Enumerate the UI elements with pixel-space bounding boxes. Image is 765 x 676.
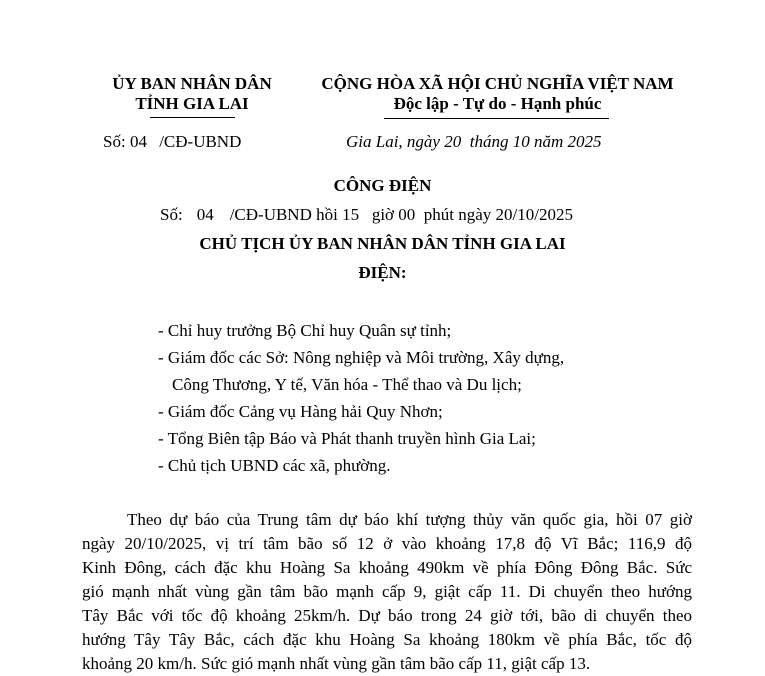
sender-title: CHỦ TỊCH ỦY BAN NHÂN DÂN TỈNH GIA LAI	[199, 234, 566, 253]
recipient-item: - Giám đốc Cảng vụ Hàng hải Quy Nhơn;	[158, 402, 443, 421]
body-paragraph	[82, 508, 692, 676]
document-number-prefix: Số:	[103, 132, 126, 151]
issuing-authority: ỦY BAN NHÂN DÂN	[112, 74, 272, 93]
document-number-value: 04	[129, 132, 147, 151]
body-line: Kinh Đông, cách đặc khu Hoàng Sa khoảng 490km về phía Đông Đông Bắc. Sức	[82, 558, 692, 577]
document-number	[103, 132, 241, 152]
body-line: Theo dự báo của Trung tâm dự báo khí tượng thủy văn quốc gia, hồi 07 giờ	[127, 510, 692, 529]
recipient-item: - Giám đốc các Sở: Nông nghiệp và Môi trường, Xây dựng,	[158, 348, 565, 367]
motto-underline	[384, 118, 609, 119]
dispatch-reference-prefix: Số:	[160, 205, 183, 224]
dispatch-action: ĐIỆN:	[358, 263, 407, 282]
body-line: gió mạnh nhất vùng gần tâm bão mạnh cấp 9, giật cấp 11. Di chuyển theo hướng	[82, 582, 692, 601]
dispatch-reference-number: 04	[196, 205, 214, 224]
place-date: Gia Lai, ngày 20 tháng 10 năm 2025	[346, 132, 602, 151]
document-type: CÔNG ĐIỆN	[333, 176, 432, 195]
recipient-item: - Chỉ huy trưởng Bộ Chỉ huy Quân sự tỉnh;	[158, 321, 452, 340]
document-number-suffix: /CĐ-UBND	[159, 132, 242, 151]
body-line: khoảng 20 km/h. Sức gió mạnh nhất vùng gần tâm bão cấp 11, giật cấp 13.	[82, 654, 591, 673]
authority-underline	[150, 117, 235, 118]
body-line: hướng Tây Tây Bắc, cách đặc khu Hoàng Sa khoảng 180km về phía Bắc, tốc độ	[82, 630, 692, 649]
recipient-item: - Chủ tịch UBND các xã, phường.	[158, 456, 391, 475]
dispatch-reference-text: /CĐ-UBND hồi 15 giờ 00 phút ngày 20/10/2025	[229, 205, 574, 224]
body-line: ngày 20/10/2025, vị trí tâm bão số 12 ở vào khoảng 17,8 độ Vĩ Bắc; 116,9 độ	[82, 534, 692, 553]
national-title: CỘNG HÒA XÃ HỘI CHỦ NGHĨA VIỆT NAM	[321, 74, 674, 93]
recipient-item: - Tổng Biên tập Báo và Phát thanh truyền hình Gia Lai;	[158, 429, 536, 448]
body-line: Tây Bắc với tốc độ khoảng 25km/h. Dự báo trong 24 giờ tới, bão di chuyển theo	[82, 606, 692, 625]
issuing-province: TỈNH GIA LAI	[135, 94, 249, 113]
national-motto: Độc lập - Tự do - Hạnh phúc	[393, 94, 602, 113]
recipient-item-continuation: Công Thương, Y tế, Văn hóa - Thể thao và Du lịch;	[172, 375, 522, 394]
dispatch-reference	[160, 205, 573, 225]
